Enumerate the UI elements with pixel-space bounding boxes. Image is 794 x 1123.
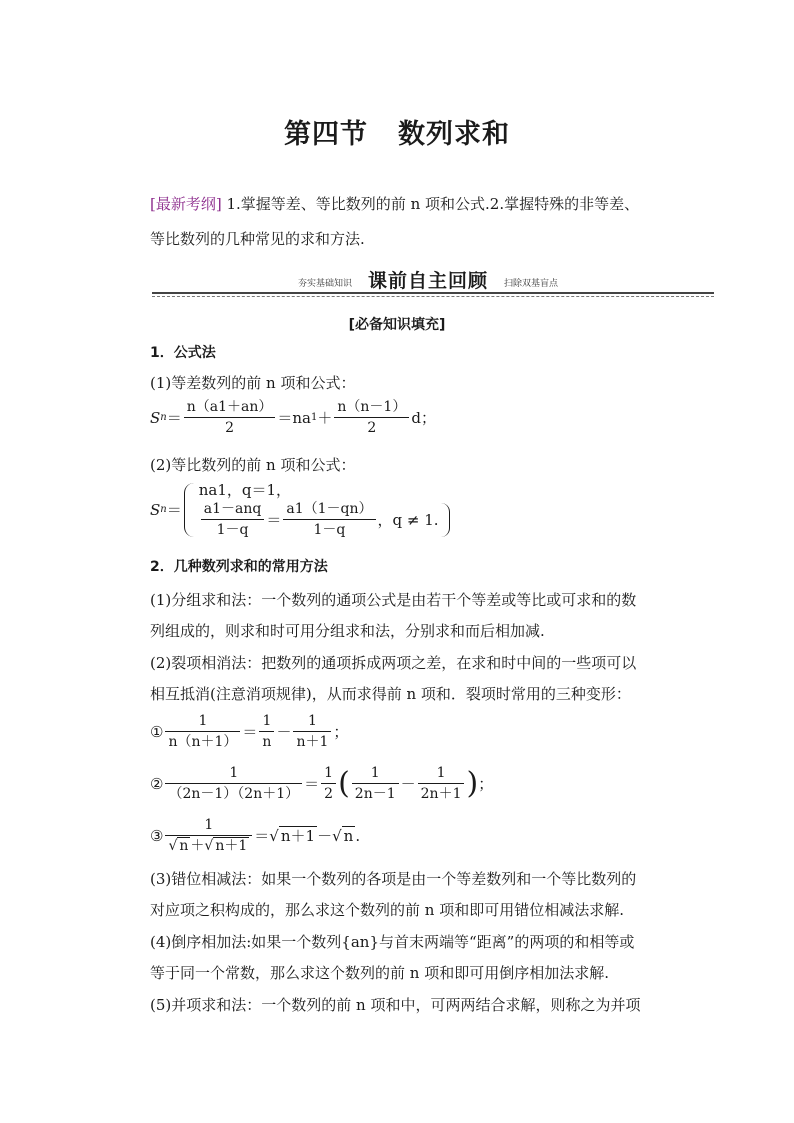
v3-den-a: n [179, 838, 189, 854]
method-2-line-1: (2)裂项相消法：把数列的通项拆成两项之差，在求和时中间的一些项可以 [150, 654, 637, 672]
v1-a-den: n [262, 734, 272, 750]
section-banner [152, 268, 714, 298]
section-1-heading: 1．公式法 [150, 345, 216, 361]
f1-den1: 2 [225, 420, 235, 436]
method-3-line-1: (3)错位相减法：如果一个数列的各项是由一个等差数列和一个等比数列的 [150, 870, 637, 888]
f1-lhs-sub: n [160, 412, 167, 423]
intro-tag: [最新考纲] [150, 195, 222, 213]
section-1-item-2: (2)等比数列的前 n 项和公式： [150, 456, 356, 474]
f2-left-brace [184, 483, 195, 537]
banner-left-note: 夯实基础知识 [298, 279, 353, 289]
formula-geometric-sum [150, 480, 450, 539]
method-4-line-2: 等于同一个常数，那么求这个数列的前 n 项和即可用倒序相加法求解. [150, 964, 609, 982]
v2-h-num: 1 [321, 764, 336, 784]
v2-right-paren: ) [466, 765, 479, 801]
f1-mid: ＝na [277, 409, 311, 427]
v1-a-fraction [259, 712, 274, 751]
f1-fraction-2 [334, 398, 409, 437]
v2-h-den: 2 [324, 786, 334, 802]
v2-a-fraction [352, 764, 399, 803]
f2-case-1: na1，q＝1， [198, 481, 292, 499]
intro-text-1: 1.掌握等差、等比数列的前 n 项和公式.2.掌握特殊的非等差、 [226, 195, 640, 213]
v2-num: 1 [165, 764, 302, 784]
banner-right-note: 扫除双基盲点 [504, 279, 559, 289]
f2-fraction-2 [283, 500, 375, 539]
v3-den-b: n＋1 [215, 838, 248, 854]
f2-lhs-sub: n [160, 504, 167, 515]
v2-half-fraction [321, 764, 336, 803]
v3-root-1: √ n＋1 [269, 827, 316, 845]
f1-num2: n（n－1） [334, 398, 409, 418]
v1-den: n（n＋1） [168, 734, 238, 750]
f1-num1: n（a1＋an） [184, 398, 276, 418]
v1-b-den: n＋1 [296, 734, 329, 750]
formula-arithmetic-sum [150, 398, 436, 437]
v3-mark: ③ [150, 826, 164, 845]
f1-mid-sub: 1 [311, 412, 318, 423]
f2-num2: a1（1－qn） [283, 500, 375, 520]
v2-a-num: 1 [352, 764, 399, 784]
v3-num: 1 [165, 816, 252, 836]
f2-eq: ＝ [166, 501, 182, 519]
f2-right-brace [441, 503, 450, 537]
f1-fraction-1 [184, 398, 276, 437]
v2-tail: ； [478, 775, 494, 793]
method-1-line-2: 列组成的，则求和时可用分组求和法，分别求和而后相加减. [150, 622, 545, 640]
f2-fraction-1 [201, 500, 265, 539]
f2-cases [199, 480, 450, 539]
v2-left-paren: ( [338, 765, 350, 801]
split-variant-1 [150, 712, 348, 751]
v1-num: 1 [165, 712, 240, 732]
f1-den2: 2 [367, 420, 377, 436]
title-topic: 数列求和 [398, 119, 510, 150]
f1-plus: ＋ [317, 409, 333, 427]
v3-den: √ n ＋√ n＋1 [168, 838, 248, 854]
split-variant-3 [150, 816, 360, 855]
f2-eq2: ＝ [266, 511, 282, 529]
v3-lhs-fraction [165, 816, 252, 855]
v2-minus: － [400, 775, 416, 793]
box-heading: [必备知识填充] [348, 317, 446, 333]
banner-title: 课前自主回顾 [368, 270, 489, 292]
f2-case-2 [199, 500, 450, 539]
method-1-line-1: (1)分组求和法：一个数列的通项公式是由若干个等差或等比或可求和的数 [150, 591, 637, 609]
section-1-item-1: (1)等差数列的前 n 项和公式： [150, 374, 356, 392]
v3-den-plus: ＋ [190, 838, 205, 854]
v1-minus: － [276, 723, 292, 741]
v2-a-den: 2n－1 [354, 786, 396, 802]
method-5-line-1: (5)并项求和法：一个数列的前 n 项和中，可两两结合求解，则称之为并项 [150, 996, 641, 1014]
split-variant-2 [150, 764, 493, 803]
v2-eq: ＝ [304, 775, 320, 793]
f1-lhs: S [150, 408, 161, 427]
page-title [0, 112, 794, 151]
section-2-heading: 2．几种数列求和的常用方法 [150, 559, 328, 575]
v3-tail: . [355, 826, 361, 845]
title-section-number: 第四节 [284, 119, 368, 150]
f2-lhs: S [150, 500, 161, 519]
v1-lhs-fraction [165, 712, 240, 751]
v2-b-fraction [418, 764, 465, 803]
f2-num1: a1－anq [201, 500, 265, 520]
banner-dashed-rule [152, 296, 714, 297]
v2-b-den: 2n＋1 [420, 786, 462, 802]
method-3-line-2: 对应项之积构成的，那么求这个数列的前 n 项和即可用错位相减法求解. [150, 901, 624, 919]
v1-tail: ； [333, 723, 349, 741]
v3-eq: ＝ [254, 827, 270, 845]
method-2-line-2: 相互抵消(注意消项规律)，从而求得前 n 项和．裂项时常用的三种变形： [150, 685, 631, 703]
intro-line-1 [150, 193, 639, 215]
v1-b-num: 1 [293, 712, 331, 732]
v1-mark: ① [150, 722, 164, 741]
v2-mark: ② [150, 774, 164, 793]
v3-r1: n＋1 [280, 827, 316, 845]
v3-r2: n [343, 826, 354, 845]
v3-minus: － [317, 827, 333, 845]
method-4-line-1: (4)倒序相加法:如果一个数列{an}与首末两端等“距离”的两项的和相等或 [150, 933, 635, 951]
v3-root-2: √ n [332, 826, 354, 845]
banner-rule [152, 292, 714, 294]
f2-den2: 1－q [313, 522, 346, 538]
v1-eq: ＝ [242, 723, 258, 741]
f2-condition: ，q ≠ 1. [377, 511, 439, 529]
f1-eq: ＝ [166, 409, 182, 427]
v2-den: （2n－1）（2n＋1） [168, 786, 300, 802]
f1-tail: d； [411, 409, 436, 427]
v1-a-num: 1 [259, 712, 274, 732]
v2-b-num: 1 [418, 764, 465, 784]
v1-b-fraction [293, 712, 331, 751]
v2-lhs-fraction [165, 764, 302, 803]
f2-den1: 1－q [216, 522, 249, 538]
intro-line-2: 等比数列的几种常见的求和方法. [150, 230, 365, 248]
